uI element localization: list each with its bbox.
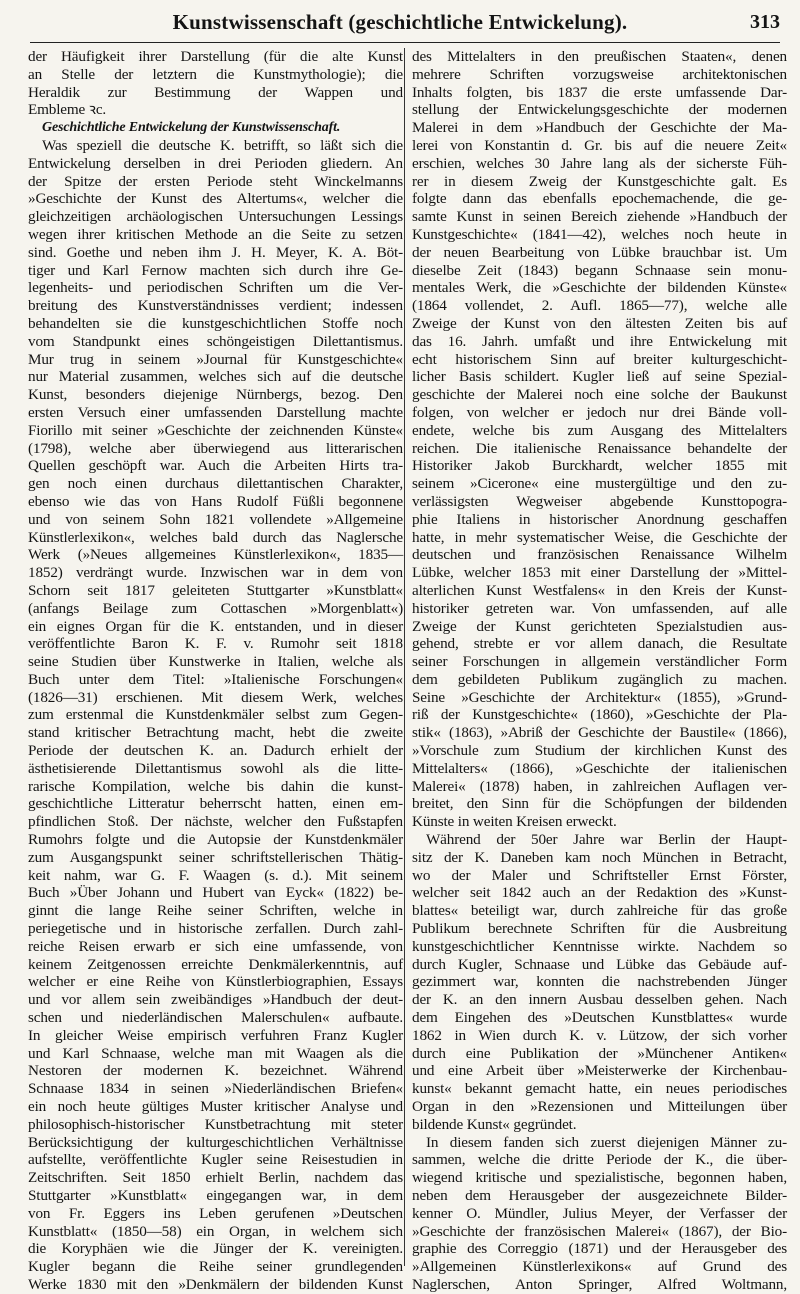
text-line: lerei von Konstantin d. Gr. bis auf die neuere Zeit« — [412, 136, 787, 154]
text-line: der neuen Bearbeitung von Lübke brauchbar ist. Um — [412, 243, 787, 261]
text-line: deutschen und französischen Renaissance Wilhelm — [412, 546, 787, 564]
text-line: gleichzeitigen archäologischen Untersuchungen Lessings — [28, 208, 403, 226]
text-line: nur Material zusammen, welches sich auf die deutsche — [28, 368, 403, 386]
text-line: Fiorillo mit seiner »Geschichte der zeichnenden Künste« — [28, 421, 403, 439]
text-line: der Häufigkeit ihrer Darstellung (für die alte Kunst — [28, 48, 403, 65]
text-line: seinem »Cicerone« eine mustergültige und den zu- — [412, 475, 787, 493]
text-line: Naglerschen, Anton Springer, Alfred Woltmann, — [412, 1275, 787, 1293]
text-line: Mur trug in seinem »Journal für Kunstgeschichte« — [28, 350, 403, 368]
text-line: keit nahm, war G. F. Waagen (s. d.). Mit seinem — [28, 866, 403, 884]
running-title: Kunstwissenschaft (geschichtliche Entwickelung). — [172, 10, 628, 34]
text-line: kunst« bekannt gemacht hatte, ein neues periodisches — [412, 1080, 787, 1098]
text-line: schen und niederländischen Malerschulen« aufbaute. — [28, 1009, 403, 1027]
text-line: Kunstgeschichte« (1841—42), welches noch heute in — [412, 225, 787, 243]
text-line: »Allgemeinen Künstlerlexikons« auf Grund des — [412, 1258, 787, 1276]
text-line: riß der Kunstgeschichte« (1860), »Geschichte der Pla- — [412, 706, 787, 724]
text-line: folgte dann das ebenfalls epochemachende, die ge- — [412, 190, 787, 208]
text-line: stik« (1863), »Abriß der Geschichte der Baustile« (1866), — [412, 724, 787, 742]
text-line: breitet, den Sinn für die Schöpfungen der bildenden — [412, 795, 787, 813]
text-line: Rumohrs folgte und die Autopsie der Kunstdenkmäler — [28, 831, 403, 849]
text-line: Nestoren der modernen K. bezeichnet. Während — [28, 1062, 403, 1080]
text-line: sind. Goethe und neben ihm J. H. Meyer, K. A. Böt- — [28, 243, 403, 261]
text-line: ginnt die lange Reihe seiner Schriften, welche in — [28, 902, 403, 920]
text-line: durch Kugler, Schnaase und Lübke das Gebäude auf- — [412, 955, 787, 973]
text-line: »Vorschule zum Studium der kirchlichen Kunst des — [412, 742, 787, 760]
text-line: erschien, welches 30 Jahre lang als der sicherste Füh- — [412, 154, 787, 172]
text-line: blattes« beteiligt war, durch zahlreiche für das große — [412, 902, 787, 920]
header-rule — [30, 42, 780, 43]
text-line: welcher er eine Reihe von Künstlerbiographien, Essays — [28, 973, 403, 991]
text-line: vom Standpunkt eines schöngeistigen Dilettantismus. — [28, 332, 403, 350]
text-line: gehend, strebte er vor allem danach, die Resultate — [412, 635, 787, 653]
text-line: Künstlerlexikon«, welches bald durch das Naglersche — [28, 528, 403, 546]
text-line: mentales Werk, die »Geschichte der bildenden Künste« — [412, 279, 787, 297]
text-line: »Geschichte der französischen Malerei« (1867), der Bio- — [412, 1222, 787, 1240]
text-line: sitz der K. Daneben kam noch München in Betracht, — [412, 848, 787, 866]
text-line: geschichtliche Litteratur beherrscht hatten, einen em- — [28, 795, 403, 813]
text-line: und von seinem Sohn 1821 vollendete »Allgemeine — [28, 510, 403, 528]
text-line: (1864 vollendet, 2. Aufl. 1865—77), welche alle — [412, 297, 787, 315]
text-line: phie Italiens in historischer Anordnung geschaffen — [412, 510, 787, 528]
text-line: legenheits- und periodischen Schriften um die Ver- — [28, 279, 403, 297]
text-line: pfindlichen Stoß. Der nächste, welcher den Fußstapfen — [28, 813, 403, 831]
text-line: »Geschichte der Kunst des Altertums«, welcher die — [28, 190, 403, 208]
text-line: aufstellte, veröffentlichte Kugler seine Reisestudien in — [28, 1151, 403, 1169]
text-line: 1862 in Wien durch K. v. Lützow, der sich vorher — [412, 1026, 787, 1044]
text-line: verlässigsten Wegweiser abgebende Kunsttopogra- — [412, 492, 787, 510]
text-line: philosophisch-historischer Kunstbetrachtung mit steter — [28, 1115, 403, 1133]
text-line: periegetische und in historische zerfallen. Durch zahl- — [28, 920, 403, 938]
text-line: Werke 1830 mit den »Denkmälern der bildenden Kunst — [28, 1275, 403, 1293]
text-line: ersten Versuch einer umfassenden Darstellung machte — [28, 403, 403, 421]
right-column — [412, 48, 787, 1293]
text-line: Berücksichtigung der kulturgeschichtlichen Verhältnisse — [28, 1133, 403, 1151]
page-header — [0, 0, 800, 46]
text-line: Kunst, besonders diejenige Nürnbergs, bezog. Den — [28, 386, 403, 404]
text-line: Stuttgarter »Kunstblatt« eingegangen war, in dem — [28, 1187, 403, 1204]
text-line: In diesem fanden sich zuerst diejenigen Männer zu- — [426, 1133, 787, 1151]
text-line: dem Eingehen des »Deutschen Kunstblattes« wurde — [412, 1009, 787, 1027]
text-line: des Mittelalters in den preußischen Staaten«, denen — [412, 48, 787, 65]
text-line: endete, welche bis zum Ausgang des Mittelalters — [412, 421, 787, 439]
text-line: Schorn seit 1817 geleiteten Stuttgarter »Kunstblatt« — [28, 581, 403, 599]
text-line: der Spitze der ersten Periode steht Winckelmanns — [28, 172, 403, 190]
text-line: Zweige der Kunst von den ältesten Zeiten bis auf — [412, 314, 787, 332]
text-line: veröffentlichte Baron K. F. v. Rumohr seit 1818 — [28, 635, 403, 653]
text-line: rarische Kompilation, welche bis dahin die kunst- — [28, 777, 403, 795]
text-line: Embleme ꝛc. — [28, 101, 107, 119]
text-line: Quellen geschöpft war. Auch die Arbeiten Hirts tra- — [28, 457, 403, 475]
text-line: Schnaase 1834 in seinen »Niederländischen Briefen« — [28, 1080, 403, 1098]
text-line: seiner Forschungen in allgemein verständlicher Form — [412, 653, 787, 671]
text-line: von Fr. Eggers ins Leben gerufenen »Deutschen — [28, 1204, 403, 1222]
text-line: 1852) verdrängt wurde. Inzwischen war in dem von — [28, 564, 403, 582]
text-line: kenner O. Mündler, Julius Meyer, der Verfasser der — [412, 1204, 787, 1222]
text-line: reichen. Die italienische Renaissance behandelte der — [412, 439, 787, 457]
text-line: historiker getreten war. Von umfassenden, auf alle — [412, 599, 787, 617]
left-column — [28, 48, 403, 1293]
text-line: Inhalts folgten, bis 1837 die erste umfassende Dar- — [412, 83, 787, 101]
text-line: gezimmert war, konnten die nachstrebenden Jünger — [412, 973, 787, 991]
text-line: Heraldik zur Bestimmung der Wappen und — [28, 83, 403, 101]
text-line: Was speziell die deutsche K. betrifft, so läßt sich die — [42, 136, 403, 154]
text-line: graphie des Correggio (1871) und der Herausgeber des — [412, 1240, 787, 1258]
text-line: Malerei« (1878) haben, in zahlreichen Auflagen ver- — [412, 777, 787, 795]
text-line: ein noch heute gültiges Muster kritischer Analyse und — [28, 1098, 403, 1116]
text-line: (1826—31) erschienen. Mit diesem Werk, welches — [28, 688, 403, 706]
text-line: breitung des Kunstverständnisses verdient; indessen — [28, 297, 403, 315]
text-line: zum Ausgangspunkt seiner schriftstellerischen Thätig- — [28, 848, 403, 866]
text-line: Zeitschriften. Seit 1850 erhielt Berlin, nachdem das — [28, 1169, 403, 1187]
text-line: Seine »Geschichte der Architektur« (1855), »Grund- — [412, 688, 787, 706]
text-line: licher Basis schildert. Kugler ließ auf seine Spezial- — [412, 368, 787, 386]
column-divider — [404, 48, 405, 1266]
text-line: welcher seit 1842 auch an der Redaktion des »Kunst- — [412, 884, 787, 902]
text-line: Publikum berechnete Schriften für die Ausbreitung — [412, 920, 787, 938]
text-line: keinem Zeitgenossen erreichte Denkmälerkenntnis, auf — [28, 955, 403, 973]
text-line: reiche Reisen erwarb er sich eine umfassende, von — [28, 937, 403, 955]
text-line: an Stelle der letztern die Kunstmythologie); die — [28, 65, 403, 83]
text-line: ebenso wie das von Hans Rudolf Füßli begonnene — [28, 492, 403, 510]
text-line: stellung der Entwickelungsgeschichte der modernen — [412, 101, 787, 119]
text-line: mehrere Schriften vorzugsweise architektonischen — [412, 65, 787, 83]
text-line: (anfangs Beilage zum Cottaschen »Morgenblatt«) — [28, 599, 403, 617]
text-line: bildende Kunst« gegründet. — [412, 1115, 577, 1133]
text-line: samte Kunst in seinen Bereich ziehende »Handbuch der — [412, 208, 787, 226]
text-line: sammen, welche die dritte Periode der K., die über- — [412, 1151, 787, 1169]
text-line: Organ in den »Rezensionen und Mitteilungen über — [412, 1098, 787, 1116]
text-line: echt historischem Sinn auf breiter kulturgeschicht- — [412, 350, 787, 368]
text-line: und eine Arbeit über »Meisterwerke der Kirchenbau- — [412, 1062, 787, 1080]
text-line: geschichte der Malerei noch eine solche der Baukunst — [412, 386, 787, 404]
text-line: wegen ihrer kritischen Methode an die Seite zu setzen — [28, 225, 403, 243]
text-line: folgen, von welcher er jedoch nur drei Bände voll- — [412, 403, 787, 421]
text-line: behandelten sie die kunstgeschichtlichen Stoffe noch — [28, 314, 403, 332]
text-line: stand kritischer Betrachtung macht, hebt die zweite — [28, 724, 403, 742]
text-line: Lübke, welcher 1853 mit einer Darstellung der »Mittel- — [412, 564, 787, 582]
text-line: ein eignes Organ für die K. entstanden, und in dieser — [28, 617, 403, 635]
text-line: (1798), welche aber überwiegend aus litterarischen — [28, 439, 403, 457]
page-number: 313 — [750, 11, 780, 33]
text-line: Buch »Über Johann und Hubert van Eyck« (1822) be- — [28, 884, 403, 902]
text-line: dem gebildeten Publikum zugänglich zu machen. — [412, 670, 787, 688]
text-line: ästhetisierende Dilettantismus sowohl als die litte- — [28, 759, 403, 777]
text-line: und vor allem sein zweibändiges »Handbuch der deut- — [28, 991, 403, 1009]
text-line: Entwickelung derselben in drei Perioden gliedern. An — [28, 154, 403, 172]
text-line: zum erstenmal die Kunstdenkmäler selbst zum Gegen- — [28, 706, 403, 724]
text-line: gen noch einen durchaus dilettantischen Charakter, — [28, 475, 403, 493]
text-line: wiegend kritische und spezialistische, begonnen haben, — [412, 1169, 787, 1187]
text-line: Künste in weiten Kreisen erweckt. — [412, 813, 617, 831]
text-line: Kunstblatt« (1850—58) ein Organ, in welchem sich — [28, 1222, 403, 1240]
text-line: Historiker Jakob Burckhardt, welcher 1855 mit — [412, 457, 787, 475]
text-line: Zweige der Kunst gerichteten Spezialstudien aus- — [412, 617, 787, 635]
text-line: die Koryphäen wie die Jünger der K. vereinigten. — [28, 1240, 403, 1258]
section-heading: Geschichtliche Entwickelung der Kunstwissenschaft. — [42, 120, 341, 136]
text-line: Werk (»Neues allgemeines Künstlerlexikon«, 1835— — [28, 546, 403, 564]
text-line: der K. an den innern Ausbau desselben gehen. Nach — [412, 991, 787, 1009]
text-line: neben dem Herausgeber der ausgezeichnete Bilder- — [412, 1187, 787, 1204]
text-line: kunstgeschichtlicher Kenntnisse wirkte. Nachdem so — [412, 937, 787, 955]
text-line: In gleicher Weise empirisch verfuhren Franz Kugler — [28, 1026, 403, 1044]
text-line: hatte, in mehr systematischer Weise, die Geschichte der — [412, 528, 787, 546]
text-line: wo der Maler und Schriftsteller Ernst Förster, — [412, 866, 787, 884]
text-line: durch eine Publikation der »Münchener Antiken« — [412, 1044, 787, 1062]
text-line: das 16. Jahrh. umfaßt und ihre Entwickelung mit — [412, 332, 787, 350]
text-line: Periode der deutschen K. an. Dadurch erhielt der — [28, 742, 403, 760]
text-line: Während der 50er Jahre war Berlin der Haupt- — [426, 831, 787, 849]
text-line: seine Studien über Kunstwerke in Italien, welche als — [28, 653, 403, 671]
text-line: rer in diesem Zweig der Kunstgeschichte galt. Es — [412, 172, 787, 190]
text-line: Malerei in dem »Handbuch der Geschichte der Ma- — [412, 119, 787, 137]
text-line: alterlichen Kunst Westfalens« in den Kreis der Kunst- — [412, 581, 787, 599]
text-line: Mittelalters« (1866), »Geschichte der italienischen — [412, 759, 787, 777]
text-line: dieselbe Zeit (1843) begann Schnaase sein monu- — [412, 261, 787, 279]
text-line: und Karl Schnaase, welche man mit Waagen als die — [28, 1044, 403, 1062]
text-line: tiger und Karl Fernow machten sich durch ihre Ge- — [28, 261, 403, 279]
text-line: Kugler begann die Reihe seiner grundlegenden — [28, 1258, 403, 1276]
text-line: Buch unter dem Titel: »Italienische Forschungen« — [28, 670, 403, 688]
